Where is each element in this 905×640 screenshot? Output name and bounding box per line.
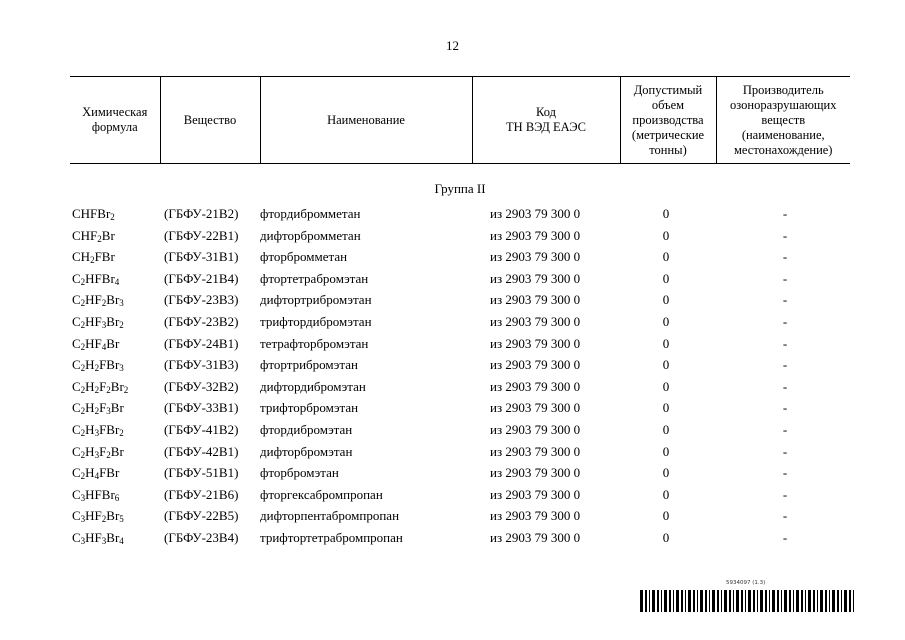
producer-cell: - [782, 400, 788, 416]
substance-cell: (ГБФУ-23В3) [164, 292, 239, 308]
barcode-bar [829, 590, 830, 612]
barcode-bar [796, 590, 799, 612]
table-row [70, 289, 850, 311]
barcode-bar [700, 590, 703, 612]
formula-cell: $C_2H_2FBr_3$ [72, 357, 124, 374]
substance-cell: (ГБФУ-21В6) [164, 486, 239, 502]
barcode-bar [681, 590, 683, 612]
barcode-bar [793, 590, 794, 612]
barcode-bar [760, 590, 763, 612]
formula-cell: $C_2H_2F_2Br_2$ [72, 378, 129, 395]
code-cell: из 2903 79 300 0 [490, 508, 581, 524]
barcode-bar [709, 590, 710, 612]
barcode-bar [640, 590, 643, 612]
producer-cell: - [782, 529, 788, 545]
name-cell: дифтордибромэтан [260, 378, 366, 394]
name-cell: фтордибромэтан [260, 421, 353, 437]
substance-cell: (ГБФУ-23В4) [164, 529, 239, 545]
substance-cell: (ГБФУ-22В1) [164, 227, 239, 243]
name-cell: тетрафторбромэтан [260, 335, 369, 351]
barcode-bar [645, 590, 647, 612]
producer-cell: - [782, 335, 788, 351]
producer-cell: - [782, 357, 788, 373]
barcode-bar [669, 590, 671, 612]
formula-cell: $C_2HF_3Br_2$ [72, 313, 124, 330]
table-row [70, 203, 850, 225]
barcode-bar [649, 590, 650, 612]
barcode-bar [805, 590, 806, 612]
formula-cell: $C_3HF_2Br_5$ [72, 508, 124, 525]
substance-cell: (ГБФУ-31В3) [164, 357, 239, 373]
barcode-bar [748, 590, 751, 612]
table-row [70, 354, 850, 376]
producer-cell: - [782, 443, 788, 459]
code-cell: из 2903 79 300 0 [490, 529, 581, 545]
substance-cell: (ГБФУ-33В1) [164, 400, 239, 416]
table-row [70, 376, 850, 398]
barcode-bar [813, 590, 815, 612]
code-cell: из 2903 79 300 0 [490, 206, 581, 221]
producer-cell: - [782, 508, 788, 524]
barcode-bar [753, 590, 755, 612]
barcode-bar [849, 590, 851, 612]
header-producer: Производитель озоноразрушающих веществ (наименование, местонахождение) [716, 77, 850, 164]
header-formula: Химическая формула [70, 77, 160, 164]
barcode-bar [661, 590, 662, 612]
formula-cell: $C_2HF_4Br$ [72, 335, 120, 352]
barcode-bar [769, 590, 770, 612]
barcode-bar [808, 590, 811, 612]
name-cell: фторгексабромпропан [260, 486, 383, 502]
name-cell: трифтордибромэтан [260, 313, 372, 329]
code-cell: из 2903 79 300 0 [490, 335, 581, 351]
barcode-bar [801, 590, 803, 612]
barcode-bar [825, 590, 827, 612]
page-number: 12 [446, 38, 459, 53]
barcode-bar [841, 590, 842, 612]
formula-cell: $C_2H_3FBr_2$ [72, 421, 124, 438]
producer-cell: - [782, 313, 788, 329]
quantity-cell: 0 [662, 357, 670, 373]
formula-cell: $C_2HF_2Br_3$ [72, 292, 124, 309]
code-cell: из 2903 79 300 0 [490, 357, 581, 373]
substance-cell: (ГБФУ-51В1) [164, 465, 239, 481]
barcode-bar [664, 590, 667, 612]
quantity-cell: 0 [662, 227, 670, 243]
formula-cell: $C_2H_2F_3Br$ [72, 400, 124, 417]
substance-list [70, 203, 850, 549]
table-row [70, 462, 850, 484]
producer-cell: - [782, 421, 788, 437]
barcode-bar [757, 590, 758, 612]
substance-cell: (ГБФУ-22В5) [164, 508, 239, 524]
barcode-image [640, 590, 856, 612]
substance-cell: (ГБФУ-21В4) [164, 270, 239, 286]
barcode-bar [837, 590, 839, 612]
formula-cell: $CH_2FBr$ [72, 249, 115, 266]
producer-cell: - [782, 249, 788, 265]
barcode-bar [724, 590, 727, 612]
barcode-bar [697, 590, 698, 612]
header-quantity: Допустимый объем производства (метрические тонны) [620, 77, 716, 164]
code-cell: из 2903 79 300 0 [490, 378, 581, 394]
formula-cell: $C_2H_3F_2Br$ [72, 443, 124, 460]
producer-cell: - [782, 378, 788, 394]
barcode-bar [781, 590, 782, 612]
quantity-cell: 0 [662, 313, 670, 329]
table-row [70, 246, 850, 268]
table-row [70, 333, 850, 355]
barcode-bar [688, 590, 691, 612]
table-row [70, 268, 850, 290]
quantity-cell: 0 [662, 335, 670, 351]
name-cell: дифторбромэтан [260, 443, 353, 459]
table-row [70, 225, 850, 247]
formula-cell: $C_2H_4FBr$ [72, 465, 120, 482]
barcode-bar [745, 590, 746, 612]
quantity-cell: 0 [662, 421, 670, 437]
table-row [70, 484, 850, 506]
name-cell: трифтортетрабромпропан [260, 529, 403, 545]
substance-cell: (ГБФУ-32В2) [164, 378, 239, 394]
barcode-bar [820, 590, 823, 612]
barcode-bar [712, 590, 715, 612]
quantity-cell: 0 [662, 249, 670, 265]
barcode-bar [685, 590, 686, 612]
barcode-bar [676, 590, 679, 612]
quantity-cell: 0 [662, 529, 670, 545]
substance-cell: (ГБФУ-41В2) [164, 421, 239, 437]
barcode-bar [844, 590, 847, 612]
substance-cell: (ГБФУ-23В2) [164, 313, 239, 329]
producer-cell: - [782, 206, 788, 221]
quantity-cell: 0 [662, 206, 670, 221]
code-cell: из 2903 79 300 0 [490, 465, 581, 481]
code-cell: из 2903 79 300 0 [490, 400, 581, 416]
group-title: Группа II [434, 181, 486, 196]
quantity-cell: 0 [662, 443, 670, 459]
barcode-bar [832, 590, 835, 612]
quantity-cell: 0 [662, 508, 670, 524]
substance-cell: (ГБФУ-42В1) [164, 443, 239, 459]
name-cell: фторбромэтан [260, 465, 339, 481]
barcode-bar [853, 590, 854, 612]
quantity-cell: 0 [662, 486, 670, 502]
code-cell: из 2903 79 300 0 [490, 270, 581, 286]
barcode-bar [721, 590, 722, 612]
name-cell: дифторпентабромпропан [260, 508, 400, 524]
barcode-bar [729, 590, 731, 612]
quantity-cell: 0 [662, 270, 670, 286]
name-cell: дифторбромметан [260, 227, 361, 243]
substance-cell: (ГБФУ-24В1) [164, 335, 239, 351]
barcode-bar [789, 590, 791, 612]
code-cell: из 2903 79 300 0 [490, 421, 581, 437]
formula-cell: $CHF_2Br$ [72, 227, 115, 244]
quantity-cell: 0 [662, 378, 670, 394]
table-row [70, 527, 850, 549]
barcode-bar [733, 590, 734, 612]
code-cell: из 2903 79 300 0 [490, 227, 581, 243]
table-row [70, 397, 850, 419]
table-header [70, 76, 850, 164]
table-row [70, 311, 850, 333]
producer-cell: - [782, 292, 788, 308]
name-cell: дифтортрибромэтан [260, 292, 372, 308]
barcode-bar [657, 590, 659, 612]
table-row [70, 505, 850, 527]
barcode-bar [772, 590, 775, 612]
quantity-cell: 0 [662, 400, 670, 416]
name-cell: фторбромметан [260, 249, 348, 265]
barcode-bar [717, 590, 719, 612]
table-row [70, 441, 850, 463]
barcode-bar [652, 590, 655, 612]
producer-cell: - [782, 270, 788, 286]
substance-cell: (ГБФУ-21В2) [164, 206, 239, 221]
barcode-bar [673, 590, 674, 612]
header-substance: Вещество [160, 77, 260, 164]
substance-cell: (ГБФУ-31В1) [164, 249, 239, 265]
header-code: Код ТН ВЭД ЕАЭС [472, 77, 620, 164]
barcode-label: 5934097 (1.3) [726, 580, 766, 586]
code-cell: из 2903 79 300 0 [490, 443, 581, 459]
barcode-bar [765, 590, 767, 612]
barcode-bar [736, 590, 739, 612]
code-cell: из 2903 79 300 0 [490, 249, 581, 265]
barcode-bar [777, 590, 779, 612]
table-row [70, 419, 850, 441]
code-cell: из 2903 79 300 0 [490, 486, 581, 502]
barcode-bar [705, 590, 707, 612]
producer-cell: - [782, 465, 788, 481]
formula-cell: $C_3HF_3Br_4$ [72, 529, 124, 546]
name-cell: фтордибромметан [260, 206, 361, 221]
producer-cell: - [782, 227, 788, 243]
barcode-bar [784, 590, 787, 612]
code-cell: из 2903 79 300 0 [490, 292, 581, 308]
quantity-cell: 0 [662, 292, 670, 308]
name-cell: трифторбромэтан [260, 400, 359, 416]
name-cell: фтортрибромэтан [260, 357, 358, 373]
barcode-bar [817, 590, 818, 612]
formula-cell: CHFBr$_2$ [72, 206, 115, 222]
barcode-bar [693, 590, 695, 612]
quantity-cell: 0 [662, 465, 670, 481]
producer-cell: - [782, 486, 788, 502]
name-cell: фтортетрабромэтан [260, 270, 369, 286]
header-name: Наименование [260, 77, 472, 164]
barcode-bar [741, 590, 743, 612]
formula-cell: $C_3HFBr_6$ [72, 486, 120, 503]
code-cell: из 2903 79 300 0 [490, 313, 581, 329]
formula-cell: $C_2HFBr_4$ [72, 270, 120, 287]
